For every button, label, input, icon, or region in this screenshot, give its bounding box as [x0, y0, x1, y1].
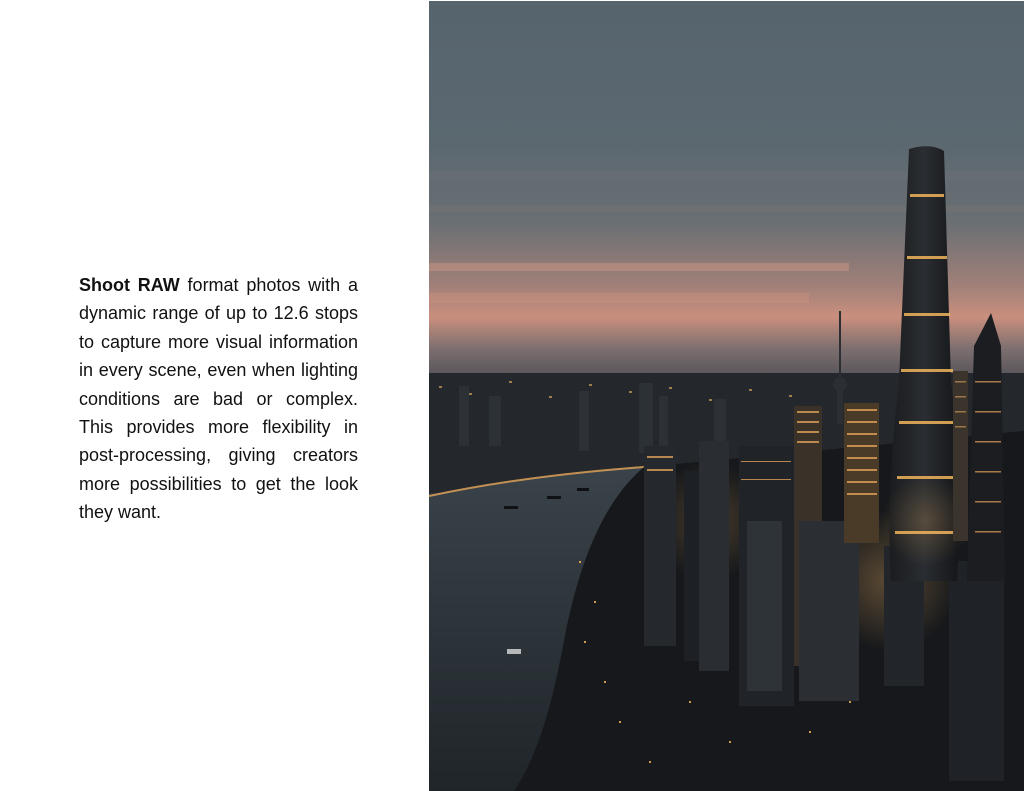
feature-highlight: Shoot RAW [79, 275, 180, 295]
feature-body: format photos with a dynamic range of up to 12.6 stops to capture more visual information in every scene, even when lighting conditions are bad or complex. This provides more flexibility in post-processing, giving creators more possibilities to get the look they want. [79, 275, 358, 523]
city-skyline-photo [429, 1, 1024, 791]
feature-description [79, 271, 358, 527]
